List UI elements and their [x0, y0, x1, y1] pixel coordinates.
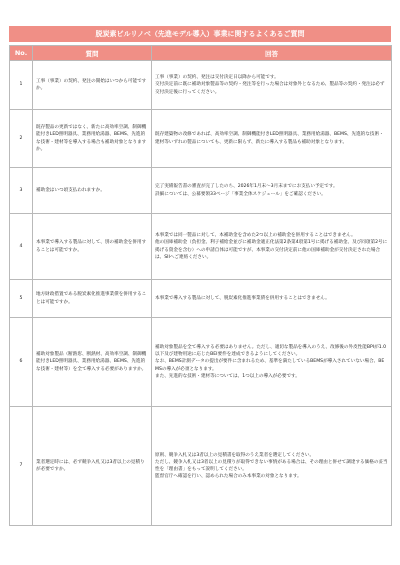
- row-question: [33, 280, 152, 318]
- question-text: 補助金はいつ頃支払われますか。: [36, 187, 105, 193]
- answer-text: 本事業では同一製品に対して、本補助金を含めた2つ以上の補助金を併用することはできません。: [155, 233, 356, 239]
- answer-text: ただし、競争入札又は3者以上の見積りが取得できない事情がある場合は、その理由と併せて調達する価格の妥当性を「理由書」をもって説明してください。: [155, 459, 388, 472]
- answer-text: 既存建築物の改修であれば、高効率空調、制御機能付きLED照明器具、業務用給湯器、BEMS、先進的な技術・建材等いずれの製品についても、更新に限らず、新たに導入する製品も補助対象となります。: [155, 132, 384, 145]
- faq-row: [10, 280, 392, 318]
- answer-text: 詳細については、公募要領33ページ「事業全体スケジュール」をご確認ください。: [155, 191, 326, 197]
- row-answer: [152, 280, 392, 318]
- row-question: [33, 110, 152, 168]
- faq-row: [10, 61, 392, 110]
- faq-row: [10, 110, 392, 168]
- row-question: [33, 168, 152, 214]
- row-number: 1: [10, 61, 33, 110]
- header-question: 質問: [33, 46, 152, 61]
- row-answer: [152, 110, 392, 168]
- faq-row: [10, 168, 392, 214]
- question-text: 業者選定時には、必ず競争入札又は3者以上の見積りが必要ですか。: [36, 459, 145, 472]
- faq-row: [10, 214, 392, 280]
- answer-text: 原則、競争入札又は3者以上の見積書を取得のうえ業者を選定してください。: [155, 452, 315, 458]
- row-question: [33, 318, 152, 407]
- row-number: 3: [10, 168, 33, 214]
- row-question: [33, 407, 152, 526]
- answer-text: なお、BEMS計測データの提出が要件に含まれるため、基準を満たしているBEMSが導入されていない場合、BEMSの導入が必須となります。: [155, 359, 385, 372]
- question-text: 工事（事業）の契約、発注の開始はいつから可能ですか。: [36, 78, 147, 91]
- question-text: 既存製品の更新ではなく、新たに高効率空調、制御機能付きLED照明器具、業務用給湯器、BEMS、先進的な技術・建材等を導入する場合も補助対象となりますか。: [36, 125, 147, 152]
- row-question: [33, 61, 152, 110]
- answer-text: 他の国庫補助金（負担金、利子補給金並びに補助金適正化法第2条第4項第1号に掲げる補助金、及び同項第2号に掲げる資金を含む）への申請自体は可能ですが、本事業の交付決定前に他の国庫補助金が交付決定された場合は、SIIへご連絡ください。: [155, 240, 388, 260]
- row-answer: [152, 214, 392, 280]
- row-number: 4: [10, 214, 33, 280]
- row-answer: [152, 318, 392, 407]
- faq-header-row: [10, 46, 392, 61]
- answer-text: 本事業で導入する製品に対して、脱炭素化推進事業債を併用することはできません。: [155, 295, 330, 301]
- question-text: 地方財政措置である脱炭素化推進事業債を併用することは可能ですか。: [36, 292, 147, 305]
- row-answer: [152, 407, 392, 526]
- answer-text: また、先進的な技術・建材等については、1つ以上の導入が必要です。: [155, 373, 300, 379]
- row-number: 2: [10, 110, 33, 168]
- question-text: 補助対象製品（断熱窓、断熱材、高効率空調、制御機能付きLED照明器具、業務用給湯器、BEMS、先進的な技術・建材等）を全て導入する必要がありますか。: [36, 352, 147, 372]
- answer-text: 工事（事業）の契約、発注は交付決定日以降から可能です。: [155, 75, 279, 81]
- row-question: [33, 214, 152, 280]
- page-title: 脱炭素ビルリノベ（先進モデル導入）事業に関するよくあるご質問: [9, 26, 391, 42]
- question-text: 本事業で導入する製品に対して、別の補助金を併用することは可能ですか。: [36, 240, 147, 253]
- row-number: 5: [10, 280, 33, 318]
- answer-text: 交付決定前に既に補助対象製品等の契約・発注等を行った場合は対象外となるため、製品等の契約・発注は必ず交付決定後に行ってください。: [155, 82, 385, 95]
- header-answer: 回答: [152, 46, 392, 61]
- header-no: No.: [10, 46, 33, 61]
- faq-row: [10, 407, 392, 526]
- row-answer: [152, 168, 392, 214]
- answer-text: 監督官庁へ確認を行い、認められた場合のみ本事業の対象となります。: [155, 474, 302, 480]
- row-answer: [152, 61, 392, 110]
- row-number: 7: [10, 407, 33, 526]
- faq-table: [9, 45, 392, 526]
- row-number: 6: [10, 318, 33, 407]
- faq-row: [10, 318, 392, 407]
- answer-text: 補助対象製品を全て導入する必要はありません。ただし、適切な製品を導入のうえ、改修後の外皮性能BPIが1.0以下及び建物用途に応じたBEI要件を達成できるようにしてください。: [155, 344, 387, 358]
- answer-text: 完了実績報告書の審査が完了したのち、2026年1月末〜3月末までにお支払い予定です。: [155, 184, 338, 190]
